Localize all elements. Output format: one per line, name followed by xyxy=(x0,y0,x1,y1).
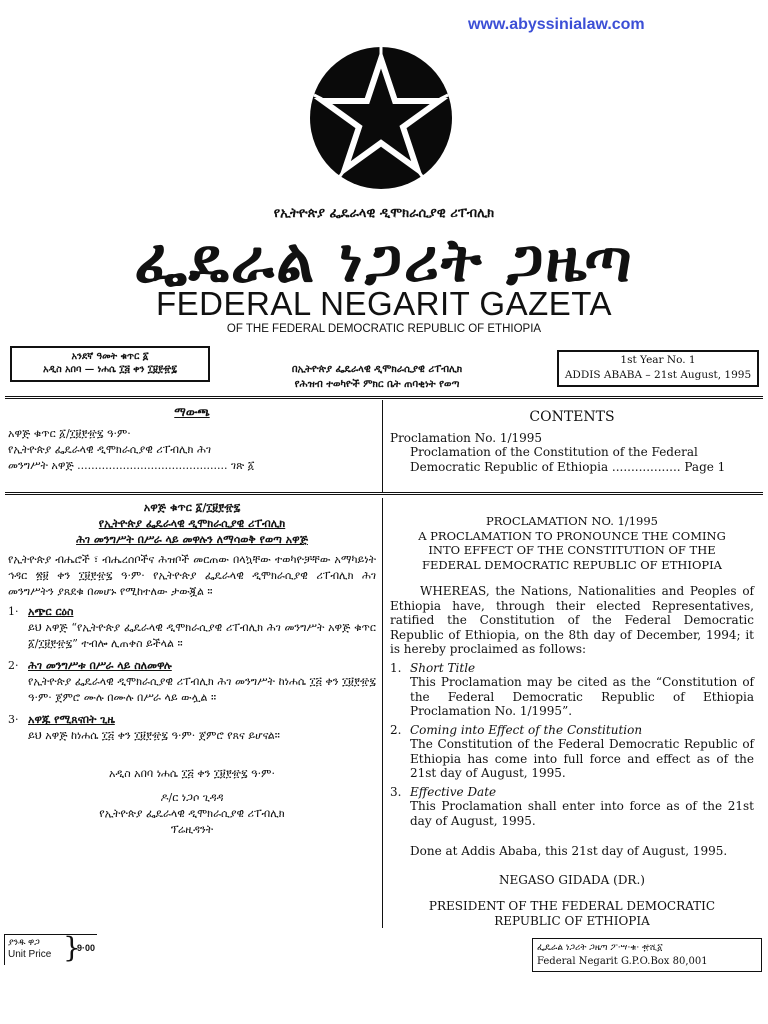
english-section-2-text: The Constitution of the Federal Democratic Republic of Ethiopia has come into full force and effect as of the 21st day of August, 1995. xyxy=(410,737,754,780)
contents-item-amharic-3: መንግሥት አዋጅ ........................................... ገጽ ፩ xyxy=(8,459,255,472)
english-section-2-number: 2. xyxy=(390,722,402,737)
contents-item-2: Proclamation of the Constitution of the Federal xyxy=(410,445,698,459)
issue-box-english xyxy=(557,350,759,387)
issue-year-amharic: አንደኛ ዓመት ቁጥር ፩ xyxy=(71,351,149,362)
amharic-section-2-number: 2· xyxy=(8,659,19,672)
contents-item-amharic-2: የኢትዮጵያ ፌዴራላዊ ዲሞክራሲያዊ ሪፐብሊክ ሕገ xyxy=(8,443,211,456)
contents-item-amharic-1: አዋጅ ቁጥር ፩/፲፱፻፹፯ ዓ·ም· xyxy=(8,427,131,440)
contents-divider xyxy=(5,492,763,495)
gazette-title: FEDERAL NEGARIT GAZETA xyxy=(156,285,612,322)
po-box-english: Federal Negarit G.P.O.Box 80,001 xyxy=(537,956,708,967)
english-preamble: WHEREAS, the Nations, Nationalities and Peoples of Ethiopia have, through their elected Representatives, ratified the Constitution of the Federal Democratic Republic of Ethiopia, on the 8th day of December, 1994; it is hereby proclaimed as follows: xyxy=(390,584,754,656)
issue-date-amharic: አዲስ አበባ — ነሐሴ ፲፭ ቀን ፲፱፻፹፯ xyxy=(43,364,177,375)
english-section-3 xyxy=(390,785,754,829)
gazette-subtitle: OF THE FEDERAL DEMOCRATIC REPUBLIC OF ETHIOPIA xyxy=(226,323,542,335)
english-section-1-title: Short Title xyxy=(410,660,476,675)
issue-year-english: 1st Year No. 1 xyxy=(620,354,696,366)
brace-icon: } xyxy=(63,931,81,964)
amharic-section-1 xyxy=(8,604,376,652)
contents-title: CONTENTS xyxy=(529,409,615,425)
signatory-name: NEGASO GIDADA (DR.) xyxy=(499,872,645,887)
amharic-section-3-title: አዋጁ የሚጸናበት ጊዜ xyxy=(28,713,115,726)
po-box-amharic: ፌዴራል ነጋሪት ጋዜጣ ፖ·ሣ·ቁ· ፹ሺ፩ xyxy=(537,943,663,953)
amharic-republic-name: የኢትዮጵያ ፌዴራላዊ ዲሞክራሲያዊ ሪፐብሊክ xyxy=(273,206,495,221)
amharic-proclamation-number: አዋጅ ቁጥር ፩/፲፱፻፹፯ xyxy=(143,501,241,514)
publisher-info xyxy=(232,362,522,392)
amharic-section-3-text: ይህ አዋጅ ከነሐሴ ፲፭ ቀን ፲፱፻፹፯ ዓ·ም· ጀምሮ የጸና ይሆናል። xyxy=(28,729,280,742)
amharic-section-1-number: 1· xyxy=(8,605,19,618)
english-done-at: Done at Addis Ababa, this 21st day of August, 1995. xyxy=(410,844,728,858)
unit-price-label-amharic: ያንዱ ዋጋ xyxy=(8,937,40,947)
contents-item-1: Proclamation No. 1/1995 xyxy=(390,430,543,445)
amharic-signatory-title-2: ፕሬዚዳንት xyxy=(170,823,214,836)
amharic-section-2-title: ሕገ መንግሥቱ በሥራ ላይ ስለመዋሉ xyxy=(28,659,172,672)
proclamation-number: PROCLAMATION NO. 1/1995 xyxy=(486,514,658,528)
amharic-done-at: አዲስ አበባ ነሐሴ ፲፭ ቀን ፲፱፻፹፯ ዓ·ም· xyxy=(109,767,275,780)
po-box xyxy=(532,938,762,972)
unit-price-value: 9·00 xyxy=(77,943,96,953)
contents-column-divider xyxy=(382,400,383,492)
contents-title-amharic: ማውጫ xyxy=(174,405,210,419)
amharic-section-1-text: ይህ አዋጅ “የኢትዮጵያ ፌዴራላዊ ዲሞክራሲያዊ ሪፐብሊክ ሕገ መንግሥት አዋጅ ቁጥር ፩/፲፱፻፹፯” ተብሎ ሊጠቀስ ይችላል ። xyxy=(28,621,376,650)
english-section-3-number: 3. xyxy=(390,784,402,799)
amharic-proclamation-title-1: የኢትዮጵያ ፌዴራላዊ ዲሞክራሲያዊ ሪፐብሊክ xyxy=(98,517,286,530)
body-column-divider xyxy=(382,498,383,928)
website-url[interactable]: www.abyssinialaw.com xyxy=(468,16,645,33)
contents-english xyxy=(390,410,754,474)
amharic-proclamation-title-2: ሕገ መንግሥት በሥራ ላይ መዋሉን ለማሳወቅ የወጣ አዋጅ xyxy=(76,533,308,546)
english-proclamation xyxy=(390,514,754,928)
english-section-1-number: 1. xyxy=(390,660,402,675)
header-divider xyxy=(5,396,763,399)
proclamation-title-1: A PROCLAMATION TO PRONOUNCE THE COMING xyxy=(418,528,726,543)
issue-box-amharic xyxy=(10,346,210,382)
amharic-proclamation xyxy=(8,500,376,838)
signatory-title-1: PRESIDENT OF THE FEDERAL DEMOCRATIC xyxy=(428,899,716,913)
english-section-3-title: Effective Date xyxy=(410,784,497,799)
amharic-preamble: የኢትዮጵያ ብሔሮች ፣ ብሔረሰቦችና ሕዝቦች መርጠው በላኳቸው ተወካዮቻቸው አማካይነት ኅዳር ፳፱ ቀን ፲፱፻፹፯ ዓ·ም· የኢትዮጵያ ፌዴራላዊ ዲሞክራሲያዊ ሪፐብሊክ ሕገ መንግሥትን ያጸደቁ በመሆኑ የሚከተለው ታውጇል ። xyxy=(8,553,376,598)
proclamation-title-3: FEDERAL DEMOCRATIC REPUBLIC OF ETHIOPIA xyxy=(422,557,722,572)
english-section-1-text: This Proclamation may be cited as the “Constitution of the Federal Democratic Republic of Ethiopia Proclamation No. 1/1995”. xyxy=(410,675,754,718)
contents-item-3: Democratic Republic of Ethiopia .................. Page 1 xyxy=(410,459,726,474)
amharic-gazette-title: ፌዴራል ነጋሪት ጋዜጣ xyxy=(134,226,634,296)
amharic-section-3 xyxy=(8,712,376,744)
amharic-signatory-name: ዶ/ር ነጋሶ ጊዳዳ xyxy=(160,791,224,804)
unit-price-label: Unit Price xyxy=(8,949,52,960)
ethiopian-emblem-icon xyxy=(308,45,454,191)
english-section-1 xyxy=(390,661,754,719)
contents-amharic xyxy=(8,404,376,474)
amharic-signatory-title-1: የኢትዮጵያ ፌዴራላዊ ዲሞክራሲያዊ ሪፐብሊክ xyxy=(99,807,285,820)
amharic-section-3-number: 3· xyxy=(8,713,19,726)
publisher-line-1: በኢትዮጵያ ፌዴራላዊ ዲሞክራሲያዊ ሪፐብሊክ xyxy=(291,364,463,375)
signatory-title-2: REPUBLIC OF ETHIOPIA xyxy=(494,913,650,928)
amharic-section-2-text: የኢትዮጵያ ፌዴራላዊ ዲሞክራሲያዊ ሪፐብሊክ ሕገ መንግሥት ከነሐሴ ፲፭ ቀን ፲፱፻፹፯ ዓ·ም· ጀምሮ ሙሉ በሙሉ በሥራ ላይ ውሏል ። xyxy=(28,675,376,704)
unit-price-box xyxy=(4,931,97,965)
issue-date-english: ADDIS ABABA – 21st August, 1995 xyxy=(564,369,752,381)
amharic-section-1-title: አጭር ርዕስ xyxy=(28,605,74,618)
proclamation-title-2: INTO EFFECT OF THE CONSTITUTION OF THE xyxy=(428,543,716,557)
amharic-section-2 xyxy=(8,658,376,706)
english-section-2-title: Coming into Effect of the Constitution xyxy=(410,722,643,737)
english-section-3-text: This Proclamation shall enter into force as of the 21st day of August, 1995. xyxy=(410,799,754,828)
publisher-line-2: የሕዝብ ተወካዮች ምክር ቤት ጠባቂነት የወጣ xyxy=(294,379,460,390)
english-section-2 xyxy=(390,723,754,781)
